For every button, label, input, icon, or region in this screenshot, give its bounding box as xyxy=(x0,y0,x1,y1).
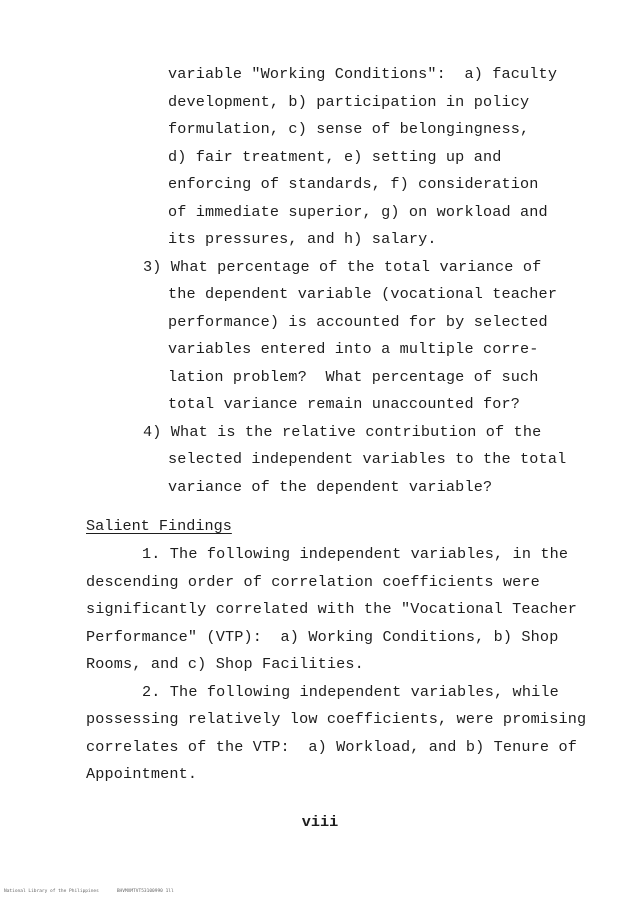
section-heading: Salient Findings xyxy=(86,517,232,535)
text-line: possessing relatively low coefficients, were promising xyxy=(86,710,587,728)
text-line: variance of the dependent variable? xyxy=(168,478,493,496)
text-line: enforcing of standards, f) consideration xyxy=(168,175,539,193)
page-number: viii xyxy=(301,813,339,831)
text-line: Performance" (VTP): a) Working Conditions, b) Shop xyxy=(86,628,559,646)
text-line: total variance remain unaccounted for? xyxy=(168,395,521,413)
text-line: correlates of the VTP: a) Workload, and b) Tenure of xyxy=(86,738,577,756)
text-line: 1. The following independent variables, in the xyxy=(142,545,569,563)
text-line: variables entered into a multiple corre- xyxy=(168,340,539,358)
text-line: of immediate superior, g) on workload and xyxy=(168,203,548,221)
text-line: the dependent variable (vocational teacher xyxy=(168,285,558,303)
text-line: formulation, c) sense of belongingness, xyxy=(168,120,530,138)
text-line: selected independent variables to the total xyxy=(168,450,567,468)
text-line: 3) What percentage of the total variance of xyxy=(143,258,542,276)
footer-code: BHVMXMTVT53100990 1ll xyxy=(116,889,174,894)
text-line: lation problem? What percentage of such xyxy=(168,368,539,386)
text-line: variable "Working Conditions": a) faculty xyxy=(168,65,558,83)
footer-library: National Library of the Philippines xyxy=(4,889,99,894)
text-line: development, b) participation in policy xyxy=(168,93,530,111)
text-line: significantly correlated with the "Vocational Teacher xyxy=(86,600,577,618)
text-line: Appointment. xyxy=(86,765,198,783)
scan-footer xyxy=(4,889,192,895)
text-line: its pressures, and h) salary. xyxy=(168,230,437,248)
text-line: descending order of correlation coefficients were xyxy=(86,573,540,591)
text-line: performance) is accounted for by selected xyxy=(168,313,548,331)
text-line: Rooms, and c) Shop Facilities. xyxy=(86,655,364,673)
text-line: 4) What is the relative contribution of the xyxy=(143,423,542,441)
text-line: d) fair treatment, e) setting up and xyxy=(168,148,502,166)
text-line: 2. The following independent variables, while xyxy=(142,683,559,701)
